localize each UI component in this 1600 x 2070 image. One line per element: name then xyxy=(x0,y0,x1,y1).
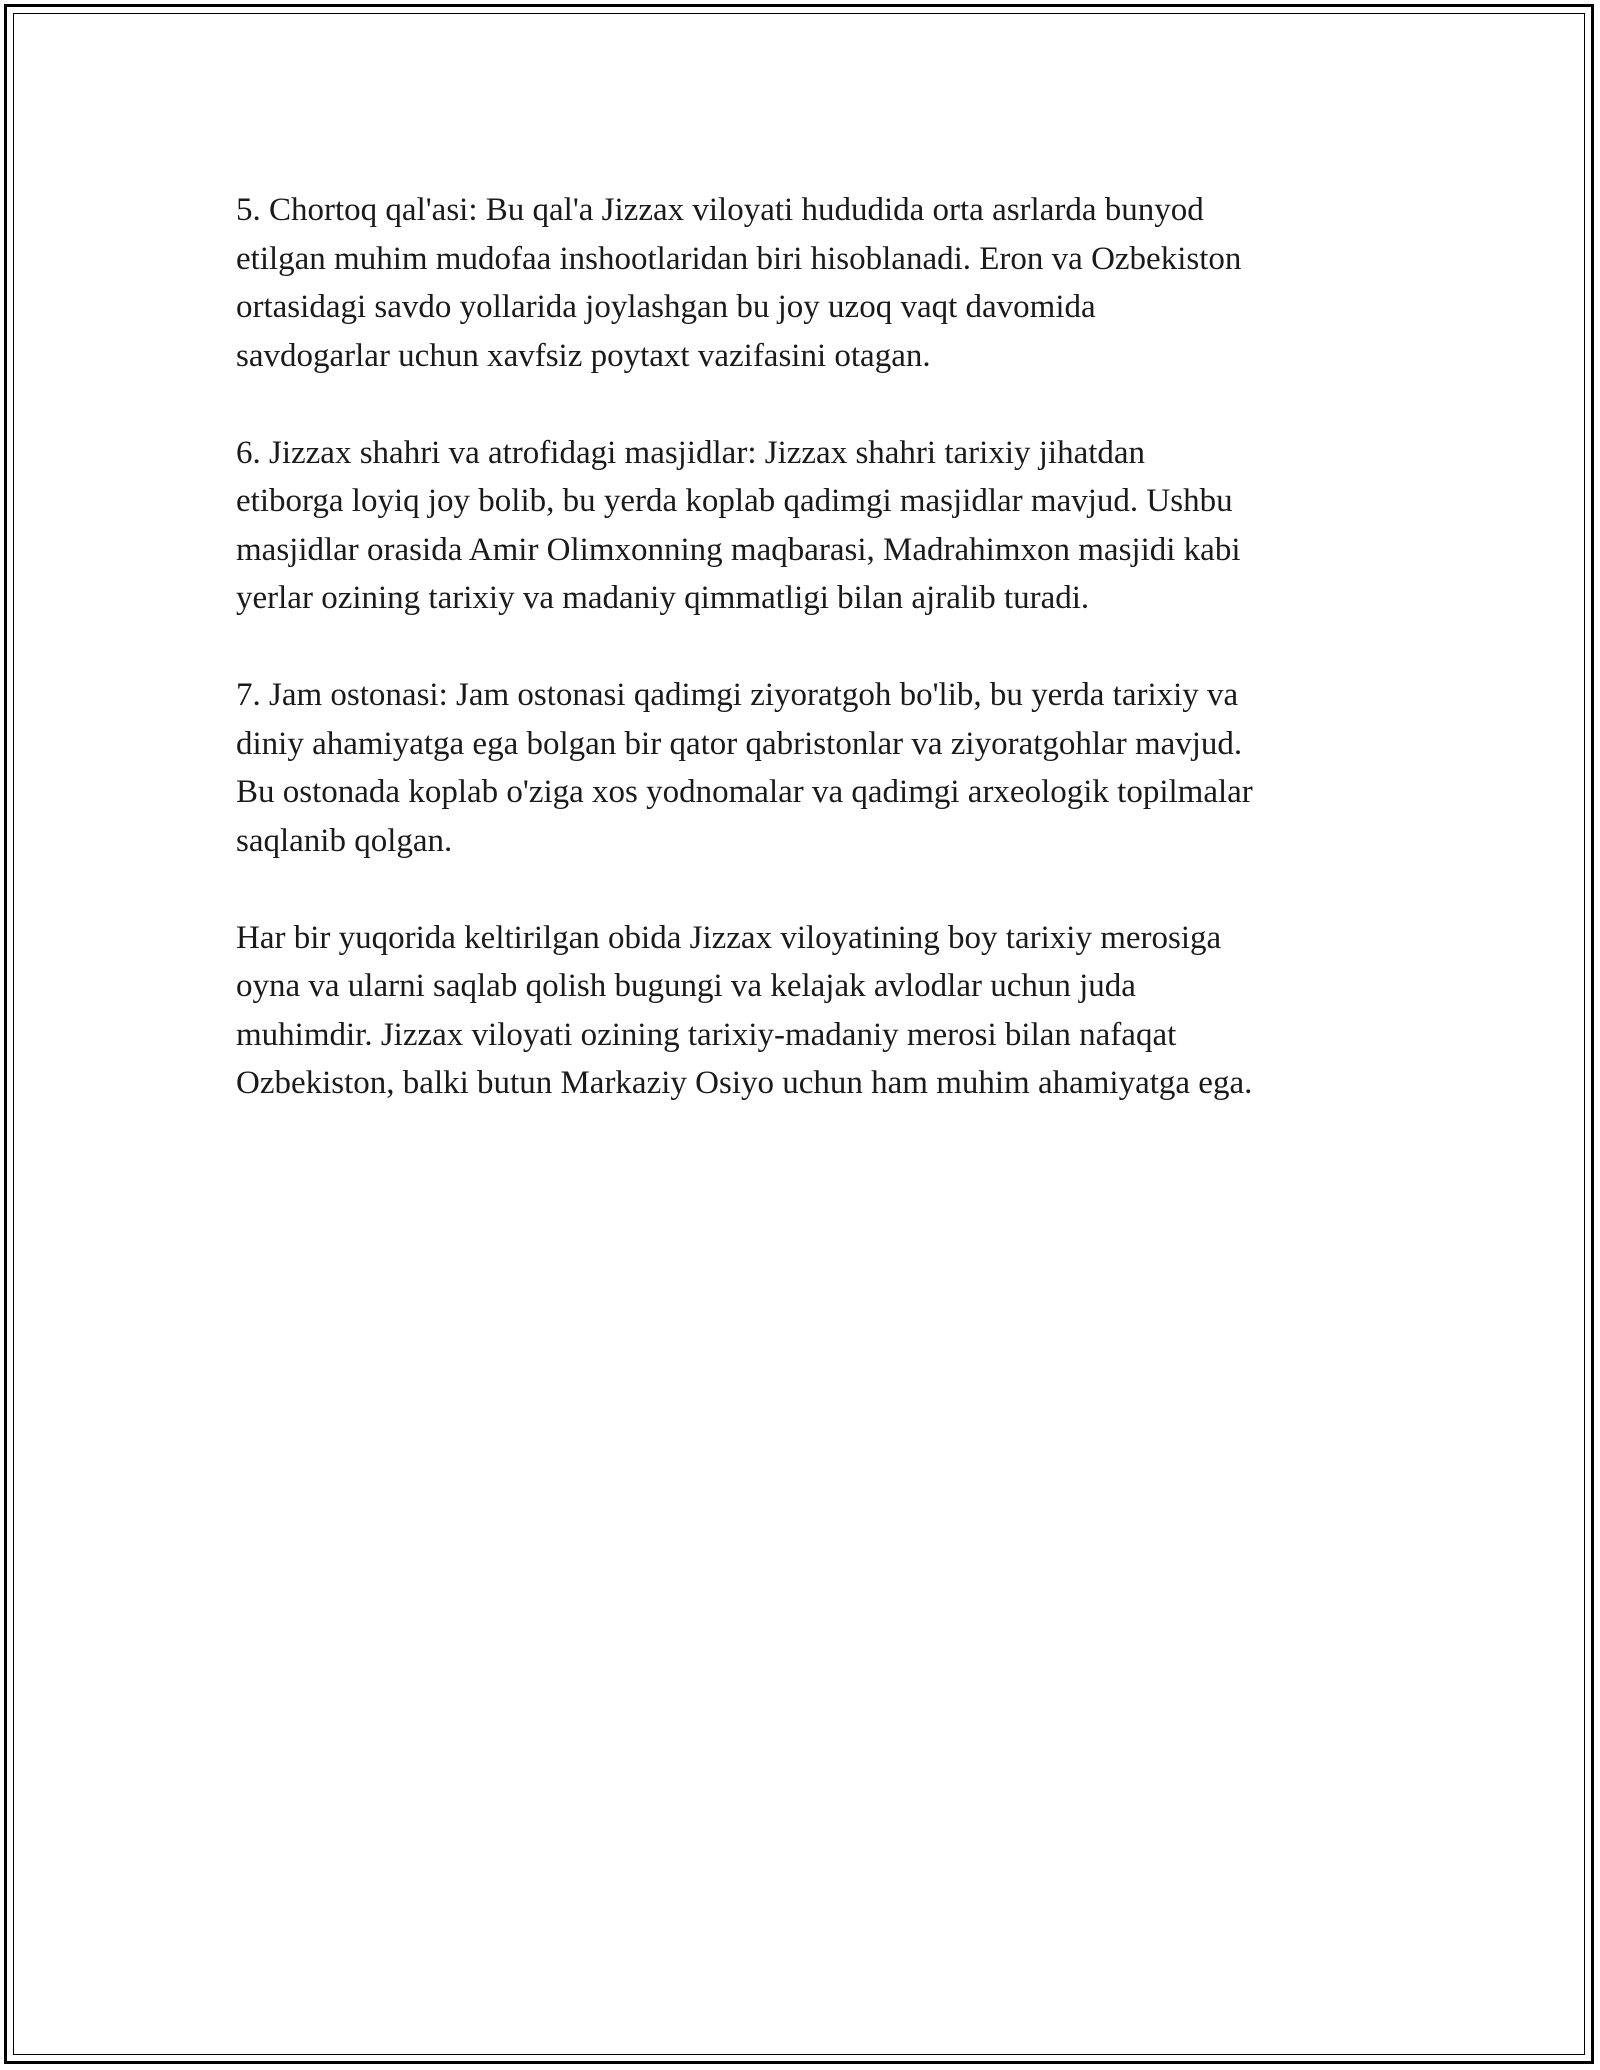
paragraph-jizzax-mosques: 6. Jizzax shahri va atrofidagi masjidlar: Jizzax shahri tarixiy jihatdan etiborga loyiq joy bolib, bu yerda koplab qadimgi masjidlar mavjud. Ushbu masjidlar orasida Amir Olimxonning maqbarasi, Madrahimxon masjidi kabi yerlar ozining tarixiy va madaniy qimmatligi bilan ajralib turadi. xyxy=(236,434,1241,616)
paragraph-jam-ostonasi: 7. Jam ostonasi: Jam ostonasi qadimgi ziyoratgoh bo'lib, bu yerda tarixiy va diniy ahamiyatga ega bolgan bir qator qabristonlar va ziyoratgohlar mavjud. Bu ostonada koplab o'ziga xos yodnomalar va qadimgi arxeologik topilmalar saqlanib qolgan. xyxy=(236,677,1253,859)
paragraph-chortoq-fortress: 5. Chortoq qal'asi: Bu qal'a Jizzax viloyati hududida orta asrlarda bunyod etilgan muhim mudofaa inshootlaridan biri hisoblanadi. Eron va Ozbekiston ortasidagi savdo yollarida joylashgan bu joy uzoq vaqt davomida savdogarlar uchun xavfsiz poytaxt vazifasini otagan. xyxy=(236,192,1242,374)
paragraph-conclusion: Har bir yuqorida keltirilgan obida Jizzax viloyatining boy tarixiy merosiga oyna va ularni saqlab qolish bugungi va kelajak avlodlar uchun juda muhimdir. Jizzax viloyati ozining tarixiy-madaniy merosi bilan nafaqat Ozbekiston, balki butun Markaziy Osiyo uchun ham muhim ahamiyatga ega. xyxy=(236,919,1253,1101)
document-body xyxy=(236,186,1376,1156)
